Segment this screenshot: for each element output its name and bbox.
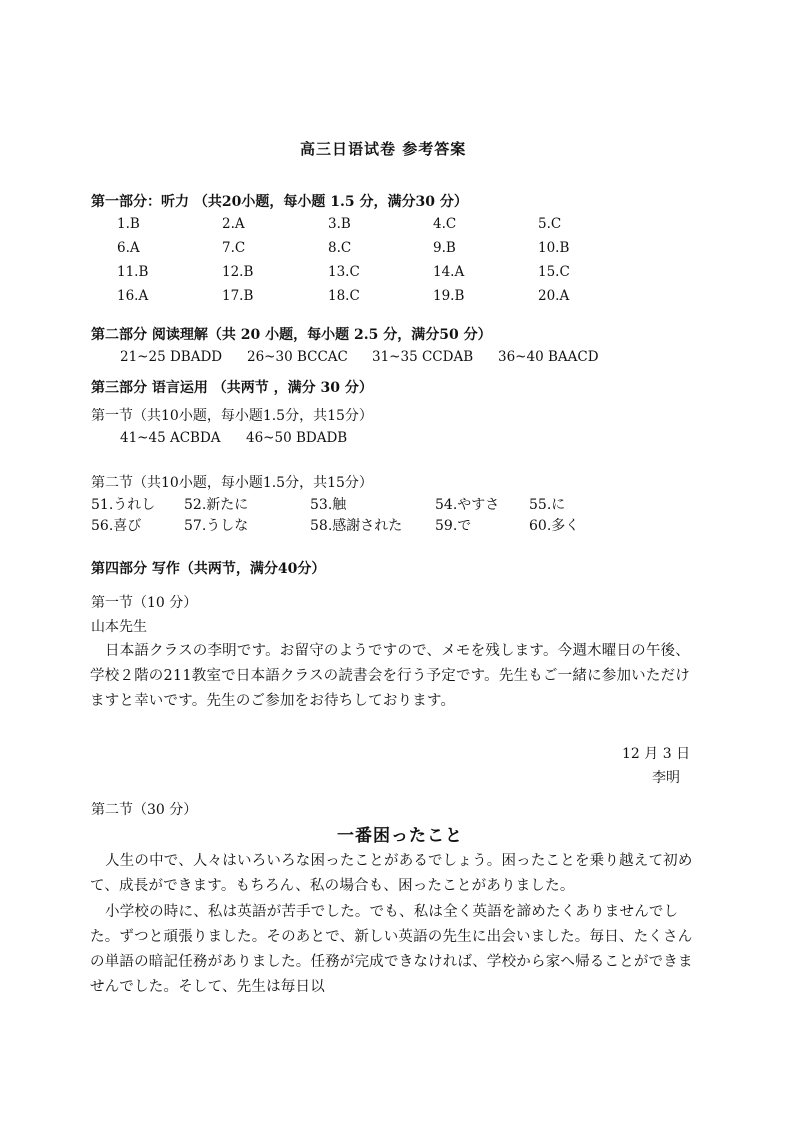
- answer-cell: 8.C: [328, 240, 352, 256]
- part2-answer: 26~30 BCCAC: [247, 349, 348, 365]
- vocab-answer: 53.触: [310, 497, 347, 513]
- answer-cell: 16.A: [117, 288, 149, 304]
- answer-cell: 15.C: [538, 264, 570, 280]
- page-title: 高三日语试卷 参考答案: [300, 140, 467, 158]
- answer-cell: 18.C: [328, 288, 360, 304]
- answer-cell: 7.C: [222, 240, 246, 256]
- vocab-answer: 56.喜び: [91, 518, 142, 534]
- part2-answer: 36~40 BAACD: [498, 349, 599, 365]
- part2-answer: 31~35 CCDAB: [372, 349, 474, 365]
- vocab-answer: 59.で: [435, 518, 472, 534]
- essay-paragraph: 人生の中で、人々はいろいろな困ったことがあるでしょう。困ったことを乗り越えて初めて、成長ができます。もちろん、私の場合も、困ったことがありました。: [90, 853, 693, 894]
- part3-heading: 第三部分 语言运用 （共两节 ，满分 30 分）: [91, 380, 373, 396]
- answer-cell: 3.B: [328, 216, 351, 232]
- answer-cell: 5.C: [538, 216, 562, 232]
- answer-cell: 17.B: [222, 288, 254, 304]
- part2-heading: 第二部分 阅读理解（共 20 小题，每小题 2.5 分，满分50 分）: [91, 327, 492, 343]
- part3-section2-heading: 第二节（共10小题，每小题1.5分，共15分）: [91, 475, 373, 491]
- answer-cell: 9.B: [433, 240, 456, 256]
- part4-section2-heading: 第二节（30 分）: [91, 802, 198, 818]
- answer-cell: 20.A: [538, 288, 570, 304]
- answer-cell: 14.A: [433, 264, 465, 280]
- vocab-answer: 51.うれし: [91, 497, 156, 513]
- answer-cell: 1.B: [117, 216, 140, 232]
- part4-heading: 第四部分 写作（共两节，满分40分）: [91, 561, 326, 577]
- answer-cell: 10.B: [538, 240, 570, 256]
- part4-section1-heading: 第一节（10 分）: [91, 595, 198, 611]
- essay-title: 一番困ったこと: [337, 826, 463, 846]
- part3-section1-heading: 第一节（共10小题，每小题1.5分，共15分）: [91, 408, 373, 424]
- answer-cell: 6.A: [117, 240, 140, 256]
- vocab-answer: 60.多く: [529, 518, 580, 534]
- part3-section1-answer: 46~50 BDADB: [246, 430, 348, 446]
- part1-heading: 第一部分：听力 （共20小题，每小题 1.5 分，满分30 分）: [91, 194, 468, 210]
- answer-cell: 19.B: [433, 288, 465, 304]
- vocab-answer: 52.新たに: [184, 497, 249, 513]
- memo-salutation: 山本先生: [91, 619, 147, 635]
- part2-answer: 21~25 DBADD: [120, 349, 223, 365]
- part3-section1-answer: 41~45 ACBDA: [120, 430, 221, 446]
- vocab-answer: 55.に: [529, 497, 566, 513]
- answer-cell: 12.B: [222, 264, 254, 280]
- vocab-answer: 57.うしな: [184, 518, 249, 534]
- memo-date: 12 月 3 日: [622, 746, 691, 762]
- memo-signature: 李明: [652, 770, 680, 786]
- answer-cell: 11.B: [117, 264, 149, 280]
- vocab-answer: 54.やすさ: [435, 497, 500, 513]
- essay-paragraph: 小学校の時に、私は英語が苦手でした。でも、私は全く英語を諦めたくありませんでした。ずつと頑張りました。そのあとで、新しい英語の先生に出会いました。毎日、たくさんの単語の暗記任務がありました。任務が完成できなければ、学校から家へ帰ることができませんでした。そして、先生は毎日以: [90, 904, 693, 995]
- vocab-answer: 58.感謝された: [310, 518, 403, 534]
- memo-body: 日本語クラスの李明です。お留守のようですので、メモを残します。今週木曜日の午後、学校２階の211教室で日本語クラスの読書会を行う予定です。先生もご一緒に参加いただけますと幸いです。先生のご参加をお待ちしております。: [90, 643, 690, 709]
- answer-cell: 4.C: [433, 216, 457, 232]
- answer-cell: 13.C: [328, 264, 360, 280]
- answer-cell: 2.A: [222, 216, 245, 232]
